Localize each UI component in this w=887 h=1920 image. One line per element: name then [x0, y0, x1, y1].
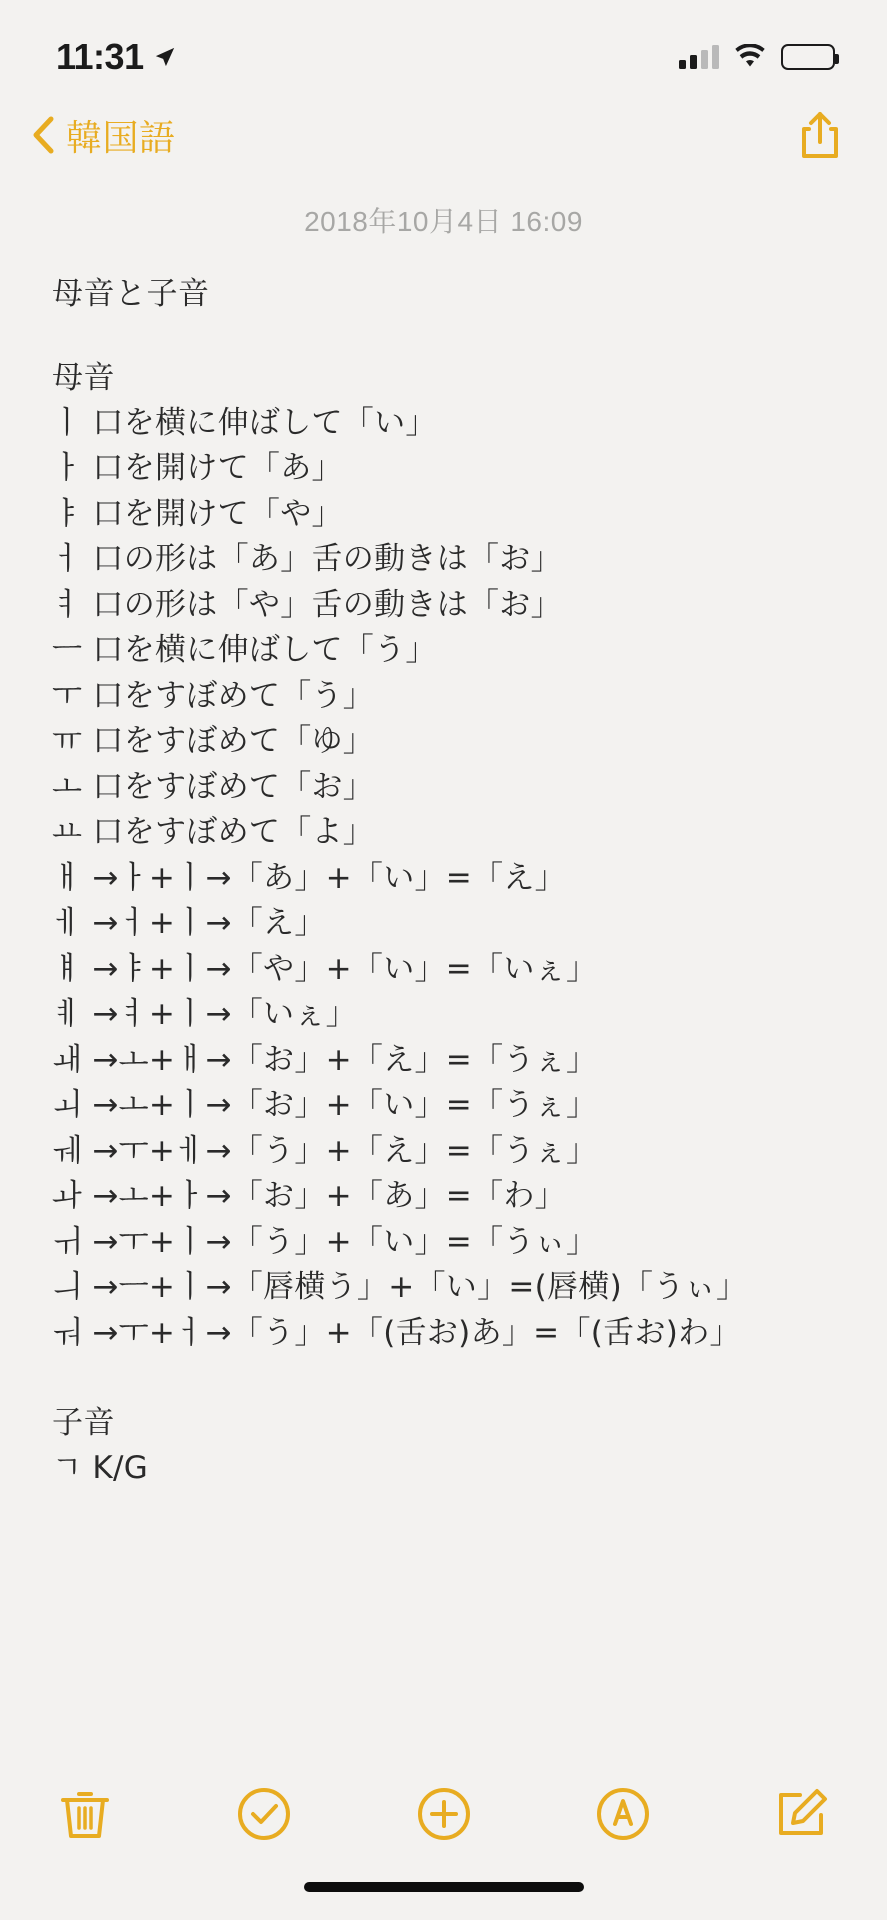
note-line: ㅕ 口の形は「や」舌の動きは「お」: [52, 586, 562, 623]
back-button[interactable]: [30, 110, 176, 161]
note-line: ㅏ 口を開けて「あ」: [52, 450, 343, 487]
markup-circle-icon: [596, 1787, 650, 1841]
note-line: ㅔ →ㅓ+ㅣ→「え」: [52, 905, 326, 942]
checkmark-circle-icon: [237, 1787, 291, 1841]
note-title: 母音と子音: [52, 276, 210, 312]
delete-button[interactable]: [54, 1783, 116, 1845]
paragraph-spacer: [52, 1356, 835, 1401]
location-arrow-icon: [154, 46, 176, 68]
cellular-signal-icon: [679, 45, 719, 69]
note-timestamp: 2018年10月4日 16:09: [304, 206, 583, 237]
note-line: ㅟ →ㅜ+ㅣ→「う」+「い」=「うぃ」: [52, 1223, 598, 1260]
note-line: ㅐ →ㅏ+ㅣ→「あ」+「い」=「え」: [52, 859, 566, 896]
trash-icon: [61, 1788, 109, 1840]
battery-full-icon: [781, 44, 835, 70]
home-indicator-area: [0, 1868, 887, 1920]
add-button[interactable]: [413, 1783, 475, 1845]
markup-button[interactable]: [592, 1783, 654, 1845]
note-line: ㅚ →ㅗ+ㅣ→「お」+「い」=「うぇ」: [52, 1087, 598, 1124]
note-line: ㅣ 口を横に伸ばして「い」: [52, 404, 437, 441]
note-line: ㅗ 口をすぼめて「お」: [52, 768, 375, 805]
back-button-label: 韓国語: [66, 116, 176, 158]
status-bar-left: [56, 36, 176, 78]
note-line: ㅠ 口をすぼめて「ゆ」: [52, 723, 375, 760]
compose-icon: [775, 1787, 829, 1841]
note-line: ㅒ →ㅑ+ㅣ→「や」+「い」=「いぇ」: [52, 950, 598, 987]
note-line: ㅜ 口をすぼめて「う」: [52, 677, 375, 714]
note-line: ㅙ →ㅗ+ㅐ→「お」+「え」=「うぇ」: [52, 1041, 598, 1078]
vowel-section-heading: 母音: [52, 360, 115, 397]
wifi-icon: [733, 44, 767, 70]
navigation-bar: [0, 92, 887, 178]
status-bar: [0, 0, 887, 92]
note-line: ㅘ →ㅗ+ㅏ→「お」+「あ」=「わ」: [52, 1178, 566, 1215]
note-line: ㅖ →ㅕ+ㅣ→「いぇ」: [52, 996, 357, 1033]
note-line: ㅞ →ㅜ+ㅔ→「う」+「え」=「うぇ」: [52, 1132, 598, 1169]
note-line: ㄱ K/G: [52, 1450, 149, 1487]
compose-button[interactable]: [771, 1783, 833, 1845]
note-line: ㅝ →ㅜ+ㅓ→「う」+「(舌お)あ」=「(舌お)わ」: [52, 1314, 741, 1351]
consonant-section-heading: 子音: [52, 1405, 115, 1442]
status-time: 11:31: [56, 36, 144, 77]
note-line: ㅑ 口を開けて「や」: [52, 495, 343, 532]
note-toolbar: [0, 1760, 887, 1868]
note-line: ㅢ →ㅡ+ㅣ→「唇横う」+「い」=(唇横)「うぃ」: [52, 1269, 748, 1306]
share-button[interactable]: [799, 110, 841, 160]
status-bar-right: [679, 44, 835, 70]
checklist-button[interactable]: [233, 1783, 295, 1845]
home-indicator[interactable]: [304, 1882, 584, 1892]
note-line: ㅛ 口をすぼめて「よ」: [52, 814, 375, 851]
plus-circle-icon: [417, 1787, 471, 1841]
note-line: ㅡ 口を横に伸ばして「う」: [52, 632, 437, 669]
note-line: ㅓ 口の形は「あ」舌の動きは「お」: [52, 541, 562, 578]
note-content[interactable]: [0, 178, 887, 1760]
chevron-left-icon: [30, 115, 56, 155]
